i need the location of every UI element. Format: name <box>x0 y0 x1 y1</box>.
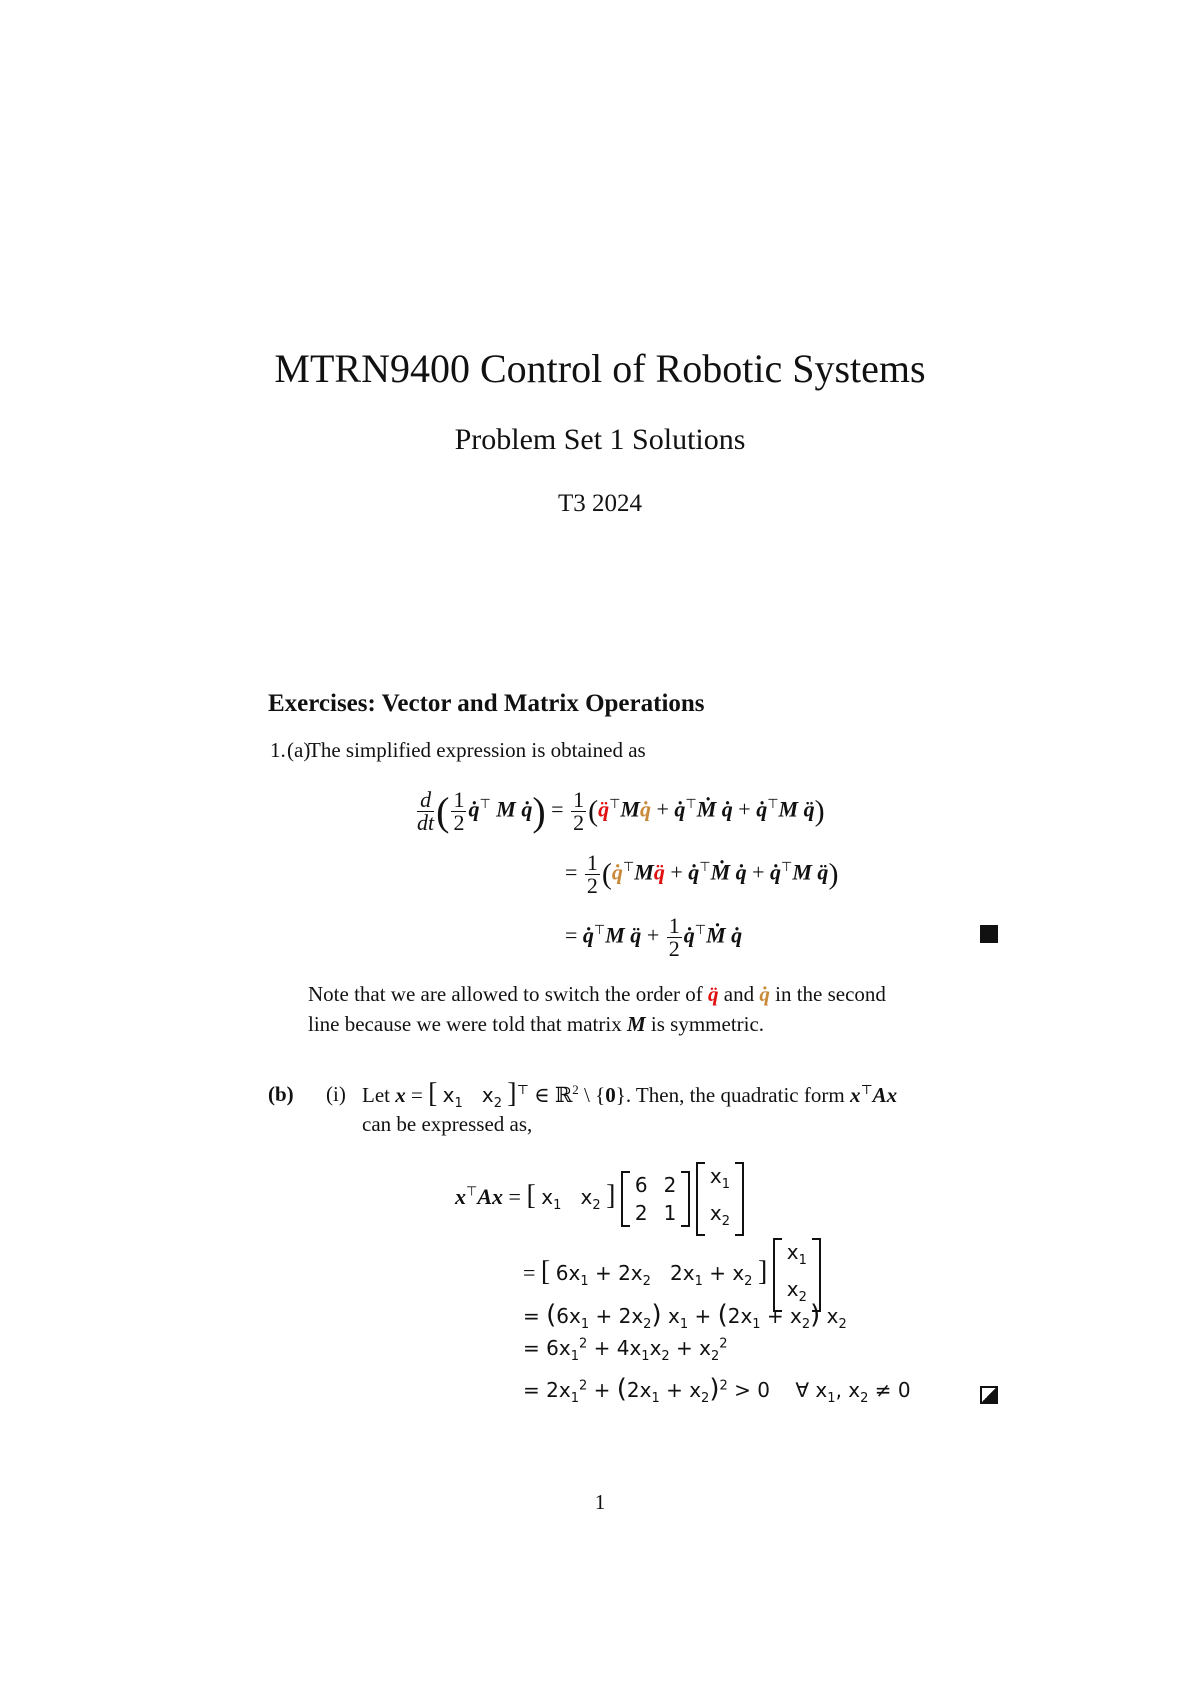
note-and: and <box>723 982 755 1006</box>
document-subtitle: Problem Set 1 Solutions <box>454 423 746 456</box>
part-a-label: (a) <box>287 738 311 762</box>
part-b-line-1: Let x = [ $x_1$ $x_2$ ]⊤ ∈ ℝ$^2$ \ {0}. Then, the quadratic form x⊤Ax <box>362 1078 898 1111</box>
quad-line-3: = $(6x_1 + 2x_2) x_1 + (2x_1 + x_2)$ $x_2$ <box>523 1300 847 1332</box>
then-text: . Then, the quadratic form <box>625 1083 845 1107</box>
item-number: 1. <box>270 738 286 762</box>
equation-line-3: = q̇⊤M q̈ + $\frac{1}{2}$ q̇⊤Ṁ q̇ <box>565 913 743 961</box>
part-b-i-label: (i) <box>326 1082 346 1106</box>
part-b-line-2: can be expressed as, <box>362 1112 533 1136</box>
note-line-2 <box>308 1012 764 1037</box>
quad-line-4: = $6x_1^2 + 4x_1x_2 + x_2^2$ <box>523 1336 728 1364</box>
let-text: Let <box>362 1083 390 1107</box>
matrix-A: 6 2 2 1 <box>621 1171 690 1227</box>
symbol-qdot: q̇ <box>759 982 770 1006</box>
part-b-label: (b) <box>268 1082 294 1106</box>
page-number: 1 <box>594 1490 606 1514</box>
quad-line-1: x⊤Ax = [ $x_1$ $x_2$ ] 6 2 2 1 $x_1$ $x_2$ <box>455 1162 744 1236</box>
section-heading: Exercises: Vector and Matrix Operations <box>268 690 705 717</box>
document-term: T3 2024 <box>557 490 643 517</box>
note-text: Note that we are allowed to switch the order of <box>308 982 703 1006</box>
vector-x: $x_1$ $x_2$ <box>696 1162 744 1236</box>
document-title: MTRN9400 Control of Robotic Systems <box>274 346 926 391</box>
note-text-post: in the second <box>775 982 886 1006</box>
note-text-2: line because we were told that matrix <box>308 1012 622 1036</box>
symbol-qddot: q̈ <box>708 982 719 1006</box>
note-text-2-post: is symmetric. <box>650 1012 765 1036</box>
quad-line-2: = [ $6x_1 + 2x_2$ $2x_1 + x_2$ ] $x_1$ $x_2$ <box>523 1238 821 1312</box>
part-a-text: The simplified expression is obtained as <box>308 738 646 762</box>
vector-x-2: $x_1$ $x_2$ <box>773 1238 821 1312</box>
equation-line-2: = $\frac{1}{2}$ (q̇⊤Mq̈ + q̇⊤Ṁ q̇ + q̇⊤M q̈) <box>565 850 839 898</box>
qed-half-icon <box>980 1386 998 1404</box>
qed-solid-icon <box>980 925 998 943</box>
quad-line-5: = $2x_1^2 + (2x_1 + x_2)^2 > 0$ ∀ $x_1$, $x_2 \ne 0$ <box>523 1374 911 1406</box>
symbol-M: M <box>626 1012 646 1036</box>
equation-line-1: $\frac{d}{dt}$ ( $\frac{1}{2}$ q̇⊤ M q̇) = $\frac{1}{2}$ (q̈⊤Mq̇ + q̇⊤Ṁ q̇ + q̇⊤M q̈) <box>417 787 825 835</box>
note-line-1 <box>308 982 886 1007</box>
